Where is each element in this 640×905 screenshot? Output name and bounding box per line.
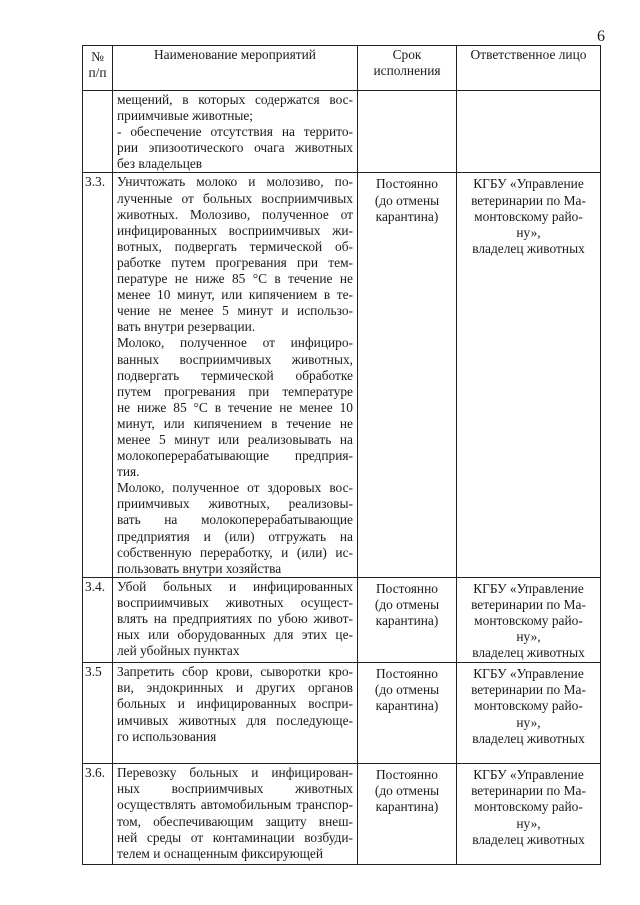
measure-text-line: вать на молокоперерабатывающие [117, 512, 353, 528]
measure-text-line: рии эпизоотического очага животных [117, 140, 353, 156]
measure-text-line: Уничтожать молоко и молозиво, по- [117, 174, 353, 190]
responsible-text [457, 91, 601, 173]
measure-text-line: приимчивых животных, реализовы- [117, 496, 353, 512]
term-text-line: карантина) [375, 613, 439, 628]
responsible-text-line: владелец животных [472, 645, 585, 661]
measure-text-line: влять на предприятиях по убою живот- [117, 611, 353, 626]
measure-text-line: подвергать термической обработке [117, 367, 353, 383]
row-number: 3.4. [83, 577, 113, 662]
measure-text-line: ных или оборудованных для этих це- [117, 627, 353, 643]
term-text-line: (до отмены [374, 682, 440, 698]
responsible-text [457, 577, 601, 662]
measure-text-line: инфицированных восприимчивых жи- [117, 222, 353, 238]
table-row [83, 663, 601, 764]
page-number: 6 [597, 28, 605, 45]
term-text [358, 173, 457, 577]
measure-text-line: том, обеспечивающим защиту внеш- [117, 813, 353, 829]
measure-text-line: лученные от больных восприимчивых [117, 190, 353, 206]
responsible-text-line: КГБУ «Управление [473, 666, 584, 682]
table-row [83, 91, 601, 173]
responsible-text-line: ветеринарии по Ма- [471, 192, 586, 208]
measure-text-line: предприятия и (или) отгружать на [117, 528, 353, 544]
header-number: № п/п [83, 46, 113, 91]
header-name: Наименование мероприятий [113, 46, 358, 91]
measure-text-line: приимчивые животные; [117, 108, 254, 124]
measure-text [113, 577, 358, 662]
term-text-line: (до отмены [374, 783, 440, 799]
term-text-line: (до отмены [374, 192, 440, 208]
responsible-text-line: ветеринарии по Ма- [471, 682, 586, 698]
table-row [83, 764, 601, 865]
measure-text-line: телем и оснащенным фиксирующей [117, 845, 324, 861]
term-text-line: Постоянно [376, 767, 438, 783]
term-text-line: карантина) [375, 208, 439, 224]
responsible-text-line: владелец животных [472, 240, 585, 256]
measure-text-line: Молоко, полученное от здоровых вос- [117, 480, 353, 496]
measure-text-line: осуществлять автомобильным транспор- [117, 797, 353, 813]
responsible-text-line: ну», [516, 224, 541, 240]
table-row [83, 577, 601, 662]
measure-text-line: восприимчивых животных осущест- [117, 594, 353, 610]
term-text-line: Постоянно [376, 176, 438, 192]
measure-text-line: тия. [117, 464, 140, 480]
measure-text-line: мещений, в которых содержатся вос- [117, 92, 353, 107]
measure-text-line: ванных восприимчивых животных, [117, 351, 353, 367]
term-text [358, 663, 457, 764]
measure-text-line: ви, эндокринных и других органов [117, 680, 353, 696]
row-number: 3.3. [83, 173, 113, 577]
responsible-text-line: владелец животных [472, 730, 585, 746]
measure-text-line: Запретить сбор крови, сыворотки кро- [117, 664, 353, 680]
row-number [83, 91, 113, 173]
table-row [83, 173, 601, 577]
measure-text-line: чение не менее 5 минут и использо- [117, 303, 353, 319]
responsible-text-line: ну», [516, 629, 541, 645]
term-text [358, 577, 457, 662]
responsible-text [457, 663, 601, 764]
row-number: 3.6. [83, 764, 113, 865]
table-header-row [83, 46, 601, 91]
measure-text [113, 764, 358, 865]
measure-text-line: больных и инфицированных воспри- [117, 696, 353, 712]
responsible-text-line: ну», [516, 714, 541, 730]
term-text-line: карантина) [375, 799, 439, 815]
responsible-text-line: КГБУ «Управление [473, 176, 584, 192]
measure-text [113, 663, 358, 764]
responsible-text-line: монтовскому райо- [474, 613, 583, 628]
measure-text-line: менее 10 минут, или кипячением в те- [117, 287, 353, 303]
term-text-line: Постоянно [376, 666, 438, 682]
measure-text-line: вать внутри резервации. [117, 319, 256, 335]
term-text [358, 764, 457, 865]
term-text-line: Постоянно [376, 580, 438, 596]
measure-text-line: ней среды от контаминации возбуди- [117, 829, 353, 845]
responsible-text-line: ветеринарии по Ма- [471, 596, 586, 612]
measures-table [82, 45, 601, 865]
row-number: 3.5 [83, 663, 113, 764]
measure-text-line: не ниже 85 °С в течение не менее 10 [117, 399, 353, 415]
measure-text-line: го использования [117, 728, 217, 744]
responsible-text-line: ну», [516, 815, 541, 831]
responsible-text-line: владелец животных [472, 831, 585, 847]
measure-text-line: пользовать внутри хозяйства [117, 560, 282, 576]
measure-text-line: работке путем прогревания при тем- [117, 254, 353, 270]
measure-text-line: минут, или кипячением в течение не [117, 415, 353, 431]
measure-text [113, 91, 358, 173]
responsible-text-line: монтовскому райо- [474, 208, 583, 224]
measure-text-line: собственную переработку, и (или) ис- [117, 544, 353, 560]
responsible-text [457, 173, 601, 577]
measure-text-line: Перевозку больных и инфицирован- [117, 765, 353, 781]
term-text-line: карантина) [375, 698, 439, 714]
measure-text-line: путем прогревания при температуре [117, 383, 353, 399]
header-term: Срок исполнения [358, 46, 457, 91]
measure-text-line: молокоперерабатывающие предприя- [117, 448, 353, 464]
responsible-text-line: КГБУ «Управление [473, 767, 584, 783]
measure-text-line: имчивых животных для последующе- [117, 712, 353, 728]
header-responsible: Ответственное лицо [457, 46, 601, 91]
measure-text-line: лей убойных пунктах [117, 643, 240, 659]
measure-text-line: Молоко, полученное от инфициро- [117, 335, 353, 351]
measure-text-line: животных. Молозиво, полученное от [117, 206, 353, 222]
measure-text-line: вотных, подвергать термической об- [117, 238, 353, 254]
table-body [83, 91, 601, 865]
measure-text [113, 173, 358, 577]
measure-text-line: пературе не ниже 85 °С в течение не [117, 271, 353, 287]
responsible-text-line: ветеринарии по Ма- [471, 783, 586, 799]
responsible-text-line: монтовскому райо- [474, 799, 583, 815]
responsible-text [457, 764, 601, 865]
term-text [358, 91, 457, 173]
measure-text-line: без владельцев [117, 156, 203, 172]
responsible-text-line: КГБУ «Управление [473, 580, 584, 596]
measure-text-line: менее 5 минут или реализовывать на [117, 431, 353, 447]
measure-text-line: ных восприимчивых животных [117, 781, 353, 797]
measure-text-line: - обеспечение отсутствия на террито- [117, 124, 353, 140]
term-text-line: (до отмены [374, 596, 440, 612]
responsible-text-line: монтовскому райо- [474, 698, 583, 714]
measure-text-line: Убой больных и инфицированных [117, 578, 353, 594]
